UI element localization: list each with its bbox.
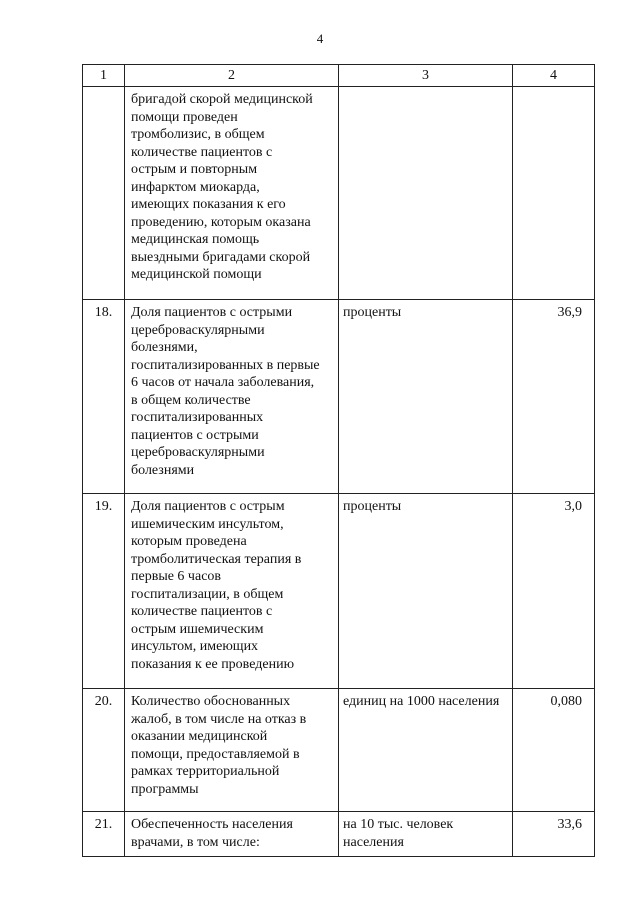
text-line: 6 часов от начала заболевания, [131,375,315,390]
row-number-cell: 21. [83,812,125,857]
text-line: Обеспеченность населения [131,817,293,832]
value-cell [513,87,595,300]
text-line: Количество обоснованных [131,694,291,709]
text-line: выездными бригадами скорой [131,249,311,265]
table-row [83,494,595,689]
text-line: имеющих показания к его [131,197,286,212]
text-line: показания к ее проведению [131,656,295,672]
text-line: которым проведена [131,534,247,549]
text-line: тромболитическая терапия в [131,551,302,567]
text-line: Доля пациентов с острым [131,499,285,514]
text-line: цереброваскулярными [131,445,265,460]
value-cell: 33,6 [513,812,595,857]
value-cell: 3,0 [513,494,595,689]
text-line: медицинской помощи [131,267,262,282]
unit-line: единиц на 1000 населения [343,694,500,709]
text-line: рамках территориальной [131,764,280,779]
row-number-cell [83,87,125,300]
text-line: программы [131,781,199,797]
column-header: 3 [339,65,513,87]
unit-cell [339,812,513,857]
unit-cell [339,689,513,812]
indicator-table [82,64,595,857]
table-header-row [83,65,595,87]
text-line: жалоб, в том числе на отказ в [131,711,307,727]
row-number-cell: 18. [83,300,125,494]
text-line: острым ишемическим [131,621,264,637]
text-line: врачами, в том числе: [131,834,260,850]
table-row [83,812,595,857]
text-line: госпитализации, в общем [131,586,284,602]
text-line: в общем количестве [131,392,251,408]
text-line: цереброваскулярными [131,322,265,338]
text-line: помощи проведен [131,109,238,125]
indicator-name-cell [125,300,339,494]
table-row [83,689,595,812]
text-line: оказании медицинской [131,729,268,744]
unit-cell [339,300,513,494]
indicator-name-cell [125,812,339,857]
table-row [83,300,595,494]
text-line: первые 6 часов [131,569,222,584]
text-line: острым и повторным [131,162,258,177]
text-line: болезнями, [131,340,198,355]
text-line: проведению, которым оказана [131,214,311,230]
column-header: 1 [83,65,125,87]
text-line: инсультом, имеющих [131,639,259,654]
row-number-cell: 20. [83,689,125,812]
unit-line: населения [343,834,404,850]
text-line: количестве пациентов с [131,144,273,160]
text-line: госпитализированных [131,410,264,425]
text-line: болезнями [131,462,195,478]
text-line: медицинская помощь [131,232,260,247]
text-line: количестве пациентов с [131,604,273,619]
unit-line: проценты [343,499,402,514]
text-line: ишемическим инсультом, [131,516,284,532]
column-header: 4 [513,65,595,87]
indicator-name-cell [125,494,339,689]
text-line: тромболизис, в общем [131,127,265,142]
table-row-continuation [83,87,595,300]
text-line: Доля пациентов с острыми [131,305,293,320]
unit-line: проценты [343,305,402,320]
text-line: бригадой скорой медицинской [131,92,313,107]
text-line: госпитализированных в первые [131,357,320,373]
indicator-name-cell [125,689,339,812]
unit-line: на 10 тыс. человек [343,817,454,832]
unit-cell [339,494,513,689]
value-cell: 0,080 [513,689,595,812]
page-number: 4 [316,31,324,46]
text-line: инфарктом миокарда, [131,179,260,195]
text-line: помощи, предоставляемой в [131,746,300,762]
indicator-name-cell [125,87,339,300]
row-number-cell: 19. [83,494,125,689]
column-header: 2 [125,65,339,87]
text-line: пациентов с острыми [131,427,259,443]
unit-cell [339,87,513,300]
value-cell: 36,9 [513,300,595,494]
